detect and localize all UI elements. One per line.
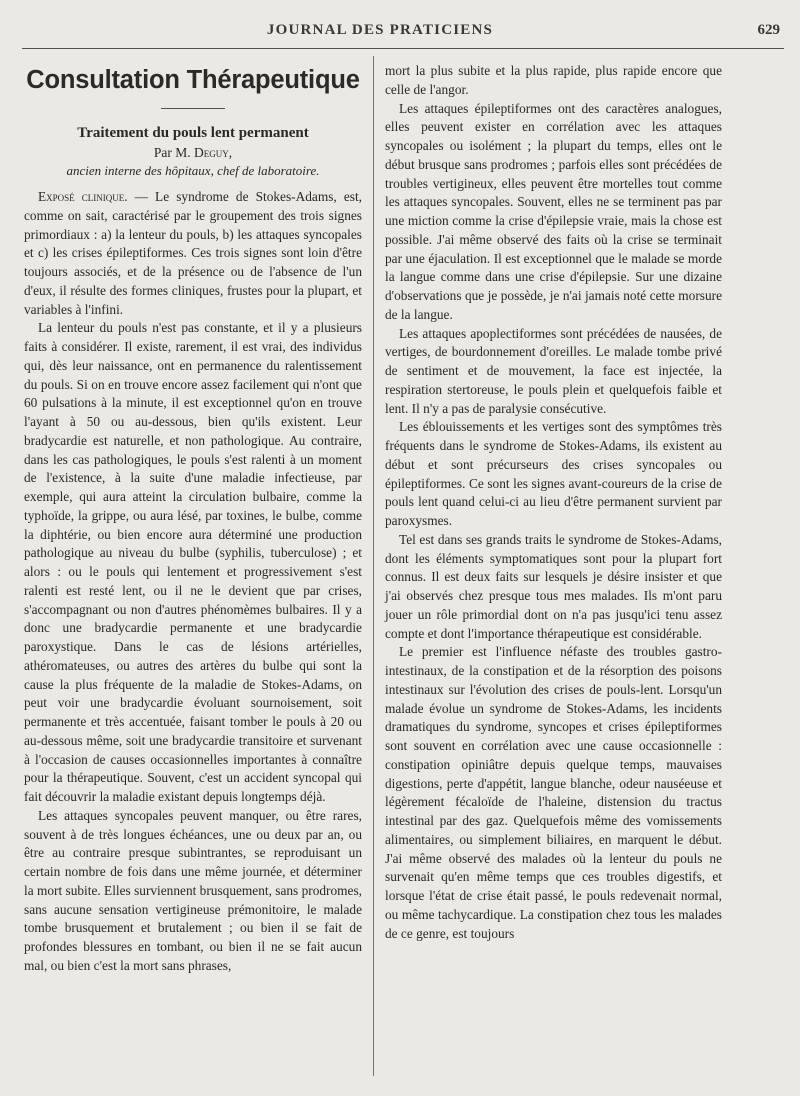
author-name: Deguy: [194, 145, 229, 160]
author-line: Par M. Deguy,: [153, 145, 233, 160]
paragraph: Les attaques épileptiformes ont des caractères analogues, elles peuvent exister en corrélation avec les attaques syncopales ou isolément ; la plupart du temps, elles ont le début brusque sans prodromes ; parfois elles sont précédées de troubles vertigineux, elles peuvent être mortelles tout comme les attaques syncopales. Souvent, elles ne se terminent pas par une miction comme la crise d'épilepsie vraie, mais la chose est possible. J'ai même observé des faits où la crise se terminait par une éjaculation. Il est exceptionnel que le malade se morde la langue comme dans une crise d'épilepsie. Sur une dizaine d'observations que je possède, je n'ai jamais noté cette morsure de la langue.: [385, 100, 722, 322]
left-column: [24, 62, 362, 1078]
title-divider: [161, 108, 225, 109]
header-rule: [22, 48, 784, 49]
paragraph: [24, 188, 362, 319]
section-title: Consultation Thérapeutique: [26, 66, 360, 94]
paragraph: mort la plus subite et la plus rapide, plus rapide encore que celle de l'angor.: [385, 63, 722, 97]
paragraph-text: — Le syndrome de Stokes-Adams, est, comme on sait, caractérisé par le groupement des trois signes primordiaux : a) la lenteur du pouls, b) les attaques syncopales et c) les crises épileptiformes. Ces trois signes sont loin d'être toujours associés, et de la présence ou de l'absence de l'un d'eux, il résulte des formes cliniques, frustes pour la plupart, et variables à l'infini.: [24, 189, 362, 317]
column-divider: [373, 56, 374, 1076]
paragraph: Les attaques syncopales peuvent manquer, ou être rares, souvent à de très longues échéances, une ou deux par an, ou être au contraire presque subintrantes, se reproduisant un certain nombre de fois dans une même journée, et déterminer la mort subite. Elles surviennent brusquement, sans prodromes, sans aucune sensation vertigineuse prémonitoire, le malade tombe brusquement et brutalement ; ou bien il se fait de profondes blessures en tombant, ou bien il ne se fait aucun mal, ou bien c'est la mort sans phrases,: [24, 807, 362, 973]
article-title: Traitement du pouls lent permanent: [77, 125, 309, 141]
paragraph: Les éblouissements et les vertiges sont des symptômes très fréquents dans le syndrome de Stokes-Adams, ils existent au début et sont précurseurs des crises syncopales ou épileptiformes. Ce sont les signes avant-coureurs de la crise de pouls lent quand celui-ci au lieu d'être permanent survient par paroxysmes.: [385, 419, 722, 528]
paragraph: Tel est dans ses grands traits le syndrome de Stokes-Adams, dont les éléments symptomatiques sont pour la plupart fort connus. Il est deux faits sur lesquels je désire insister et que j'ai observés chez presque tous mes malades. Ils m'ont paru jouer un rôle primordial dont on n'a pas jusqu'ici tenu assez compte et dont l'importance thérapeutique est considérable.: [385, 531, 722, 641]
right-column: [385, 62, 722, 1078]
paragraph: La lenteur du pouls n'est pas constante, et il y a plusieurs faits à considérer. Il existe, rarement, il est vrai, des individus qui, dès leur naissance, ont en permanence du ralentissement du pouls. Si on en trouve encore assez facilement qui n'ont que 60 pulsations à la minute, il est exceptionnel qu'on en trouve l'ayant à 50 ou au-dessous, bien qu'ils existent. Leur bradycardie est naturelle, et non pathologique. Au contraire, dans les cas pathologiques, le pouls s'est ralenti à un moment de l'existence, à la suite d'une maladie infectieuse, par exemple, qui aura atteint la circulation bulbaire, comme la typhoïde, la grippe, ou aura lésé, par toxines, le bulbe, comme la diphtérie, ou bien encore aura déterminé une production pathologique au niveau du bulbe (syphilis, tuberculose) ; et alors : ou le pouls qui lentement et progressivement s'est ralenti est resté lent, ou il ne le devient que par crises, s'accompagnant ou non d'autres phénomèmes bulbaires. Il y a donc une bradycardie permanente et une bradycardie paroxystique. Dans le cas de lésions artérielles, athéromateuses, ou autres des artères du bulbe qui sont la cause la plus fréquente de la maladie de Stokes-Adams, on peut voir une bradycardie évoluant sournoisement, soit permanente et très accentuée, faisant tomber le pouls à 20 ou au-dessous même, soit une bradycardie transitoire et survenant à l'occasion de causes occasionnelles importantes à connaître pour la thérapeutique. Souvent, c'est un accident syncopal qui fait découvrir la maladie existant depuis longtemps déjà.: [24, 320, 362, 804]
author-affiliation: ancien interne des hôpitaux, chef de laboratoire.: [66, 163, 320, 178]
page-number: 629: [757, 22, 780, 38]
paragraph: Les attaques apoplectiformes sont précédées de nausées, de vertiges, de bourdonnement d'oreilles. Le malade tombe privé de sentiment et de mouvement, la face est injectée, la respiration stertoreuse, le pouls plein et quelquefois faible et lent. Il n'y a pas de paralysie consécutive.: [385, 325, 722, 416]
running-head: [0, 22, 800, 44]
journal-title: JOURNAL DES PRATICIENS: [266, 22, 494, 38]
author-prefix: Par M.: [153, 145, 191, 160]
paragraph: Le premier est l'influence néfaste des troubles gastro-intestinaux, de la constipation et de la résorption des poisons intestinaux sur l'évolution des crises de pouls-lent. Lorsqu'un malade évolue un syndrome de Stokes-Adams, les incidents dramatiques du syndrome, syncopes et crises épileptiformes sont souvent en corrélation avec une cause occasionnelle : constipation opiniâtre depuis quelque temps, mauvaises digestions, perte d'appétit, langue blanche, odeur nauséeuse et légèrement fécaloïde de l'haleine, distension du tractus intestinal par des gaz. Quelquefois même des vomissements alimentaires, ou simplement biliaires, en marquent le début. J'ai même observé des malades où la lenteur du pouls ne survenait qu'en même temps que ces troubles digestifs, et lorsque l'état de crise était passé, le pouls redevenait normal, ou même tachycardique. La constipation chez tous les malades de ce genre, est toujours: [385, 644, 722, 941]
lead-label: Exposé clinique.: [38, 189, 128, 204]
